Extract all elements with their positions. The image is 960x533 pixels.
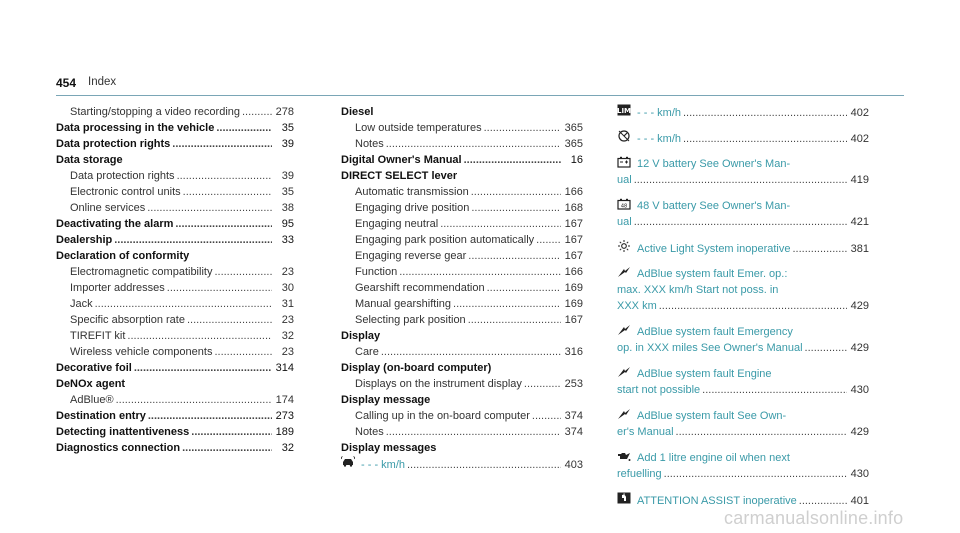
index-entry-label: Importer addresses (70, 282, 165, 294)
display-message-line (617, 172, 869, 188)
index-entry[interactable] (341, 376, 583, 392)
display-message-text: 12 V battery See Owner's Man- (637, 158, 791, 170)
leader-dots (468, 248, 561, 264)
sensor-car-icon (341, 456, 355, 468)
display-message-text: start not possible (617, 384, 701, 396)
index-entry-label: Online services (70, 202, 146, 214)
page-title: Index (88, 76, 117, 88)
entry-spacer (617, 188, 869, 198)
display-message-entry[interactable] (617, 450, 869, 482)
index-page-number: 23 (281, 266, 294, 278)
leader-dots (182, 440, 272, 456)
index-column-2 (341, 104, 583, 472)
index-entry[interactable] (341, 424, 583, 440)
index-page-number: 429 (850, 300, 869, 312)
display-message-entry[interactable] (617, 366, 869, 398)
entry-spacer (617, 356, 869, 366)
leader-dots (634, 172, 847, 188)
index-page-number: 39 (281, 170, 294, 182)
index-entry-label: Calling up in the on-board computer (355, 410, 530, 422)
index-column-3 (617, 104, 869, 508)
index-page-number: 429 (850, 342, 869, 354)
index-heading-label: DIRECT SELECT lever (341, 170, 458, 182)
display-message-text: max. XXX km/h Start not poss. in (617, 284, 779, 296)
index-entry[interactable] (56, 184, 294, 200)
display-message-text: ual (617, 216, 632, 228)
index-entry[interactable] (56, 200, 294, 216)
leader-dots (634, 214, 847, 230)
adblue-icon (617, 408, 631, 420)
display-message-entry[interactable] (617, 130, 869, 146)
index-heading (341, 360, 583, 376)
display-message-line (617, 466, 869, 482)
index-entry[interactable] (56, 120, 294, 136)
index-page-number: 167 (564, 314, 583, 326)
index-page-number: 30 (281, 282, 294, 294)
leader-dots (487, 280, 561, 296)
display-message-line (617, 104, 869, 120)
leader-dots (468, 312, 561, 328)
display-message-line (617, 424, 869, 440)
leader-dots (114, 232, 272, 248)
index-heading-label: Display message (341, 394, 431, 406)
display-message-line (617, 324, 869, 340)
index-page-number: 95 (281, 218, 294, 230)
index-column-1 (56, 104, 294, 456)
watermark: carmanualsonline.info (724, 508, 904, 528)
index-heading-label: Display (on-board computer) (341, 362, 492, 374)
display-message-text: - - - km/h (637, 107, 681, 119)
index-heading-label: Data storage (56, 154, 123, 166)
index-page-number: 365 (564, 122, 583, 134)
index-page-number: 402 (850, 133, 869, 145)
leader-dots (147, 200, 272, 216)
display-message-text: AdBlue system fault See Own- (637, 410, 787, 422)
leader-dots (792, 241, 847, 257)
index-entry[interactable] (341, 136, 583, 152)
index-entry-label: Automatic transmission (355, 186, 469, 198)
index-entry[interactable] (56, 216, 294, 232)
index-entry[interactable] (56, 136, 294, 152)
index-entry-label: Electronic control units (70, 186, 181, 198)
index-entry[interactable] (341, 200, 583, 216)
index-entry-label: Diagnostics connection (56, 442, 181, 454)
light-sun-icon (617, 240, 631, 252)
index-entry[interactable] (341, 232, 583, 248)
svg-text:LIM: LIM (617, 107, 631, 115)
index-page-number: 167 (564, 218, 583, 230)
index-entry[interactable] (341, 248, 583, 264)
entry-spacer (617, 482, 869, 492)
display-message-line (617, 382, 869, 398)
index-page-number: 374 (564, 410, 583, 422)
leader-dots (471, 200, 561, 216)
leader-dots (683, 131, 847, 147)
index-page-number: 174 (275, 394, 294, 406)
index-entry-label: Wireless vehicle components (70, 346, 213, 358)
index-entry-label: AdBlue® (70, 394, 114, 406)
leader-dots (664, 466, 847, 482)
index-page-number: 32 (281, 330, 294, 342)
display-message-line (617, 298, 869, 314)
adblue-icon (617, 266, 631, 278)
index-heading (341, 328, 583, 344)
index-heading (341, 104, 583, 120)
leader-dots (214, 344, 272, 360)
leader-dots (524, 376, 561, 392)
battery-48v-icon (617, 198, 631, 210)
index-entry[interactable] (341, 152, 583, 168)
display-message-text: 48 V battery See Owner's Man- (637, 200, 791, 212)
leader-dots (399, 264, 561, 280)
index-page-number: 33 (281, 234, 294, 246)
index-entry[interactable] (56, 104, 294, 120)
index-page-number: 168 (564, 202, 583, 214)
leader-dots (702, 382, 847, 398)
display-message-text: refuelling (617, 468, 662, 480)
index-page-number: 32 (281, 442, 294, 454)
entry-spacer (617, 440, 869, 450)
entry-spacer (617, 146, 869, 156)
leader-dots (471, 184, 561, 200)
index-entry[interactable] (56, 232, 294, 248)
index-entry[interactable] (56, 440, 294, 456)
index-heading-label: Declaration of conformity (56, 250, 190, 262)
index-page-number: 35 (281, 122, 294, 134)
index-page-number: 31 (281, 298, 294, 310)
index-entry[interactable] (56, 264, 294, 280)
page-header (56, 74, 904, 96)
leader-dots (172, 136, 272, 152)
display-message-line (617, 492, 869, 508)
index-entry[interactable] (56, 408, 294, 424)
index-entry-label: Decorative foil (56, 362, 132, 374)
index-entry[interactable] (56, 296, 294, 312)
leader-dots (659, 298, 847, 314)
index-entry[interactable] (56, 168, 294, 184)
display-message-line (617, 450, 869, 466)
index-entry[interactable] (341, 408, 583, 424)
index-entry-label: Destination entry (56, 410, 146, 422)
index-heading (341, 440, 583, 456)
header-rule (56, 95, 904, 96)
leader-dots (216, 120, 272, 136)
leader-dots (805, 340, 847, 356)
index-entry-label: Engaging reverse gear (355, 250, 467, 262)
index-page-number: 253 (564, 378, 583, 390)
display-message-text: er's Manual (617, 426, 674, 438)
index-entry-label: Notes (355, 138, 384, 150)
attention-assist-icon (617, 492, 631, 504)
index-page-number: 374 (564, 426, 583, 438)
index-entry-label: Detecting inattentiveness (56, 426, 190, 438)
index-page-number: 314 (275, 362, 294, 374)
index-page-number: 430 (850, 468, 869, 480)
index-page-number: 430 (850, 384, 869, 396)
leader-dots (95, 296, 272, 312)
index-entry-label: Specific absorption rate (70, 314, 185, 326)
index-entry[interactable] (56, 360, 294, 376)
index-page-number: 365 (564, 138, 583, 150)
index-page-number: 421 (850, 216, 869, 228)
index-entry-label: Engaging park position automatically (355, 234, 535, 246)
leader-dots (175, 216, 272, 232)
index-heading (56, 152, 294, 168)
display-message-entry[interactable] (617, 408, 869, 440)
index-entry[interactable] (341, 296, 583, 312)
index-entry-label: Deactivating the alarm (56, 218, 174, 230)
index-page-number: 167 (564, 234, 583, 246)
leader-dots (134, 360, 272, 376)
leader-dots (167, 280, 272, 296)
page-number: 454 (56, 76, 77, 90)
display-message-entry[interactable] (617, 324, 869, 356)
display-message-entry[interactable] (617, 198, 869, 230)
index-page-number: 403 (564, 459, 583, 471)
adblue-icon (617, 324, 631, 336)
index-page-number: 166 (564, 186, 583, 198)
index-entry[interactable] (341, 120, 583, 136)
index-heading (56, 376, 294, 392)
index-heading-label: DeNOx agent (56, 378, 126, 390)
entry-spacer (617, 256, 869, 266)
index-page-number: 23 (281, 346, 294, 358)
leader-dots (407, 457, 561, 473)
adblue-icon (617, 366, 631, 378)
index-entry-label: Engaging neutral (355, 218, 439, 230)
display-message-line (617, 214, 869, 230)
index-entry[interactable] (56, 392, 294, 408)
leader-dots (177, 168, 272, 184)
index-entry-label: Electromagnetic compatibility (70, 266, 213, 278)
index-entry-label: Data protection rights (70, 170, 175, 182)
display-message-line (617, 282, 869, 298)
display-message-text: AdBlue system fault Engine (637, 368, 772, 380)
index-page-number: 429 (850, 426, 869, 438)
index-entry[interactable] (341, 344, 583, 360)
display-message-line (617, 156, 869, 172)
display-message-text: op. in XXX miles See Owner's Manual (617, 342, 803, 354)
leader-dots (536, 232, 561, 248)
index-heading (341, 168, 583, 184)
entry-spacer (617, 230, 869, 240)
index-page-number: 419 (850, 174, 869, 186)
oil-can-icon (617, 450, 631, 462)
leader-dots (386, 424, 561, 440)
index-page-number: 38 (281, 202, 294, 214)
index-entry[interactable] (341, 216, 583, 232)
entry-spacer (617, 120, 869, 130)
display-message-line (617, 130, 869, 146)
display-message-entry[interactable] (617, 104, 869, 120)
index-entry-label: Displays on the instrument display (355, 378, 522, 390)
speedometer-icon (617, 130, 631, 142)
index-page-number: 316 (564, 346, 583, 358)
display-message-entry[interactable] (617, 156, 869, 188)
leader-dots (484, 120, 561, 136)
index-heading (56, 248, 294, 264)
index-heading-label: Display (341, 330, 381, 342)
index-entry-label: Gearshift recommendation (355, 282, 485, 294)
display-message-line (617, 340, 869, 356)
index-page-number: 169 (564, 298, 583, 310)
index-page-number: 23 (281, 314, 294, 326)
display-message-line (617, 266, 869, 282)
index-entry[interactable] (341, 280, 583, 296)
index-entry[interactable] (341, 312, 583, 328)
display-message-text: ATTENTION ASSIST inoperative (637, 495, 797, 507)
index-page-number: 16 (570, 154, 583, 166)
leader-dots (676, 424, 847, 440)
leader-dots (453, 296, 561, 312)
index-page-number: 189 (275, 426, 294, 438)
leader-dots (148, 408, 272, 424)
index-entry[interactable] (56, 280, 294, 296)
index-page-number: 278 (275, 106, 294, 118)
index-page-number: 273 (275, 410, 294, 422)
index-entry-label: Data protection rights (56, 138, 171, 150)
index-entry-label: Low outside temperatures (355, 122, 482, 134)
index-page-number: 39 (281, 138, 294, 150)
battery-12v-icon (617, 156, 631, 168)
leader-dots (242, 104, 272, 120)
display-message-text: AdBlue system fault Emergency (637, 326, 793, 338)
index-page-number: 166 (564, 266, 583, 278)
index-heading-label: Diesel (341, 106, 374, 118)
leader-dots (386, 136, 561, 152)
index-page-number: 381 (850, 243, 869, 255)
index-entry[interactable] (341, 456, 583, 472)
index-entry-label: Engaging drive position (355, 202, 470, 214)
leader-dots (116, 392, 272, 408)
index-entry-label: TIREFIT kit (70, 330, 126, 342)
display-message-text: - - - km/h (637, 133, 681, 145)
svg-text:48: 48 (620, 203, 628, 210)
entry-spacer (617, 314, 869, 324)
index-entry-label: Dealership (56, 234, 113, 246)
display-message-text: ual (617, 174, 632, 186)
index-entry-label: Data processing in the vehicle (56, 122, 215, 134)
index-entry-label: Digital Owner's Manual (341, 154, 462, 166)
entry-spacer (617, 398, 869, 408)
leader-dots (191, 424, 272, 440)
index-entry-label: Function (355, 266, 398, 278)
index-page-number: 401 (850, 495, 869, 507)
leader-dots (183, 184, 272, 200)
display-message-line (617, 240, 869, 256)
leader-dots (683, 105, 847, 121)
index-page-number: 402 (850, 107, 869, 119)
index-entry[interactable] (341, 184, 583, 200)
display-message-line (617, 408, 869, 424)
display-message-line (617, 366, 869, 382)
display-message-entry[interactable] (617, 266, 869, 314)
leader-dots (440, 216, 561, 232)
leader-dots (799, 493, 847, 509)
index-entry[interactable] (341, 264, 583, 280)
display-message-entry[interactable] (617, 240, 869, 256)
leader-dots (381, 344, 561, 360)
lim-icon (617, 104, 631, 116)
index-page-number: 35 (281, 186, 294, 198)
index-page-number: 169 (564, 282, 583, 294)
display-message-text: AdBlue system fault Emer. op.: (637, 268, 788, 280)
display-message-text: Active Light System inoperative (637, 243, 791, 255)
display-message-text: XXX km (617, 300, 657, 312)
display-message-entry[interactable] (617, 492, 869, 508)
leader-dots (464, 152, 561, 168)
index-heading (341, 392, 583, 408)
index-entry[interactable] (56, 424, 294, 440)
index-entry-label: Jack (70, 298, 93, 310)
leader-dots (187, 312, 272, 328)
display-message-line (617, 198, 869, 214)
index-entry-label: Manual gearshifting (355, 298, 452, 310)
leader-dots (127, 328, 272, 344)
index-page-number: 167 (564, 250, 583, 262)
leader-dots (214, 264, 272, 280)
index-entry[interactable] (56, 328, 294, 344)
index-entry[interactable] (56, 344, 294, 360)
index-entry[interactable] (56, 312, 294, 328)
index-heading-label: Display messages (341, 442, 437, 454)
index-entry-label: Care (355, 346, 379, 358)
display-message-text: Add 1 litre engine oil when next (637, 452, 790, 464)
index-entry-label: Starting/stopping a video recording (70, 106, 240, 118)
index-entry-label: Notes (355, 426, 384, 438)
index-entry-label: Selecting park position (355, 314, 466, 326)
leader-dots (532, 408, 561, 424)
index-entry-label: - - - km/h (361, 459, 405, 471)
